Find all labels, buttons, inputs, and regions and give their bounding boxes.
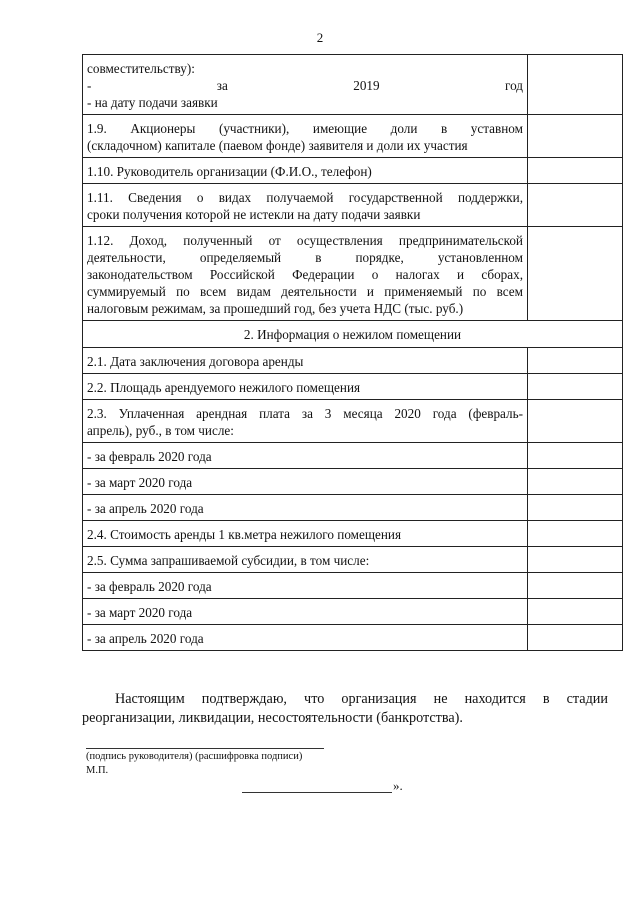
table-row — [83, 115, 623, 158]
section-title-text: 2. Информация о нежилом помещении — [243, 327, 462, 342]
row-label-line: налоговым режимам, за прошедший год, без учета НДС (тыс. руб.) — [87, 301, 464, 316]
row-label — [83, 599, 528, 625]
section-header-row — [83, 321, 623, 348]
row-label — [83, 184, 528, 227]
table-row — [83, 573, 623, 599]
row-label-line: суммируемый по всем видам деятельности и применяемый по всем — [87, 284, 523, 299]
row-label — [83, 495, 528, 521]
table-row — [83, 227, 623, 321]
value-cell[interactable] — [528, 400, 623, 443]
row-label-line: - за март 2020 года — [87, 605, 193, 620]
signature-line — [86, 748, 324, 749]
row-label-line: - на дату подачи заявки — [87, 95, 218, 110]
row-label-line: 2.4. Стоимость аренды 1 кв.метра нежилого помещения — [87, 527, 402, 542]
table-row — [83, 521, 623, 547]
row-label-line: 1.9. Акционеры (участники), имеющие доли в уставном — [87, 121, 523, 136]
value-cell[interactable] — [528, 469, 623, 495]
date-blank-line — [242, 781, 392, 793]
table-row — [83, 158, 623, 184]
value-cell[interactable] — [528, 374, 623, 400]
row-label-line: - за март 2020 года — [87, 475, 193, 490]
row-label — [83, 521, 528, 547]
row-label-line: 2.3. Уплаченная арендная плата за 3 месяца 2020 года (февраль- — [87, 406, 523, 421]
table-row — [83, 184, 623, 227]
row-label-line: сроки получения которой не истекли на дату подачи заявки — [87, 207, 421, 222]
row-label-line: 1.11. Сведения о видах получаемой государственной поддержки, — [87, 190, 523, 205]
row-label-line: законодательством Российской Федерации о налогах и сборах, — [87, 267, 523, 282]
value-cell[interactable] — [528, 547, 623, 573]
row-label-line: совместительству): — [87, 61, 195, 76]
value-cell[interactable] — [528, 599, 623, 625]
value-cell[interactable] — [528, 55, 623, 115]
stamp-place-label: М.П. — [86, 765, 109, 776]
row-label — [83, 573, 528, 599]
row-label — [83, 443, 528, 469]
application-form-table — [82, 54, 623, 651]
table-row — [83, 348, 623, 374]
row-label-line: (складочном) капитале (паевом фонде) заявителя и доли их участия — [87, 138, 468, 153]
row-label — [83, 400, 528, 443]
row-label — [83, 469, 528, 495]
row-label — [83, 348, 528, 374]
value-cell[interactable] — [528, 521, 623, 547]
table-row — [83, 495, 623, 521]
row-label-line: 2.1. Дата заключения договора аренды — [87, 354, 304, 369]
table-row — [83, 443, 623, 469]
table-row — [83, 547, 623, 573]
value-cell[interactable] — [528, 443, 623, 469]
row-label-line: - за апрель 2020 года — [87, 501, 204, 516]
row-label-line: - за апрель 2020 года — [87, 631, 204, 646]
row-label-line: - за 2019 год — [87, 78, 523, 93]
row-label — [83, 547, 528, 573]
table-row — [83, 374, 623, 400]
row-label-line: - за февраль 2020 года — [87, 579, 212, 594]
value-cell[interactable] — [528, 184, 623, 227]
value-cell[interactable] — [528, 348, 623, 374]
table-row — [83, 469, 623, 495]
row-label-line: 1.12. Доход, полученный от осуществления предпринимательской — [87, 233, 523, 248]
row-label-line: - за февраль 2020 года — [87, 449, 212, 464]
form-table-body — [83, 55, 623, 651]
row-label-line: деятельности, определяемый в порядке, установленном — [87, 250, 523, 265]
value-cell[interactable] — [528, 573, 623, 599]
row-label-line: 2.2. Площадь арендуемого нежилого помещения — [87, 380, 361, 395]
row-label-line: апрель), руб., в том числе: — [87, 423, 234, 438]
row-label — [83, 374, 528, 400]
signature-caption: (подпись руководителя) (расшифровка подписи) — [86, 751, 303, 762]
value-cell[interactable] — [528, 227, 623, 321]
table-row — [83, 625, 623, 651]
section-title — [83, 321, 623, 348]
row-label-line: 2.5. Сумма запрашиваемой субсидии, в том числе: — [87, 553, 370, 568]
row-label — [83, 55, 528, 115]
row-label — [83, 625, 528, 651]
value-cell[interactable] — [528, 115, 623, 158]
row-label — [83, 158, 528, 184]
value-cell[interactable] — [528, 495, 623, 521]
row-label — [83, 227, 528, 321]
row-label-line: 1.10. Руководитель организации (Ф.И.О., телефон) — [87, 164, 372, 179]
value-cell[interactable] — [528, 158, 623, 184]
date-closing-quote: ». — [393, 778, 403, 793]
table-row — [83, 400, 623, 443]
row-label — [83, 115, 528, 158]
table-row — [83, 55, 623, 115]
page-number: 2 — [316, 30, 324, 45]
value-cell[interactable] — [528, 625, 623, 651]
confirmation-statement: Настоящим подтверждаю, что организация не находится в стадии реорганизации, ликвидации, несостоятельности (банкротства). — [82, 691, 608, 726]
table-row — [83, 599, 623, 625]
